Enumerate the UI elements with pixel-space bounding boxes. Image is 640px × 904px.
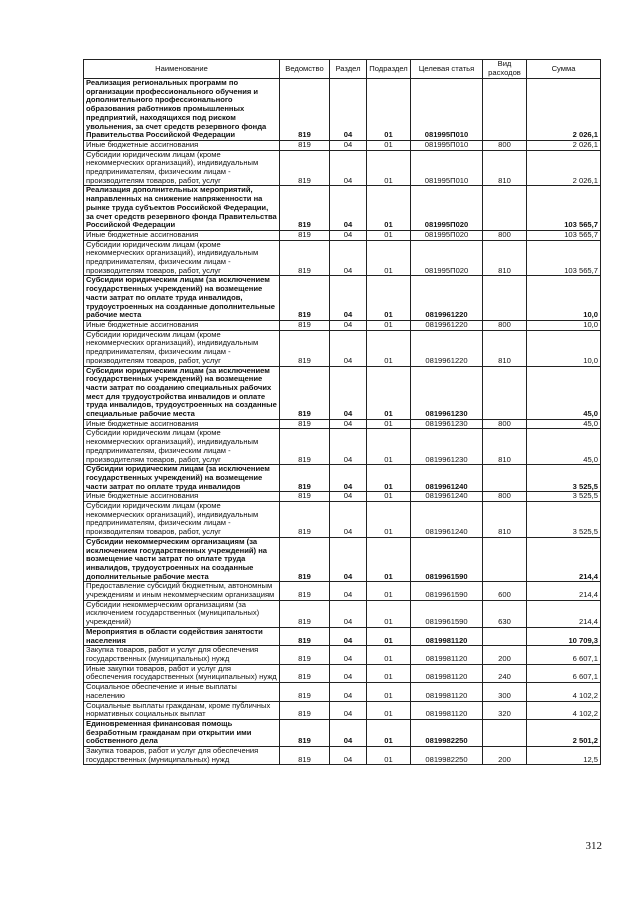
cell-sum: 214,4 xyxy=(527,582,601,600)
cell-section: 04 xyxy=(330,664,367,682)
cell-name: Субсидии юридическим лицам (за исключением государственных учреждений) на возмещение части затрат по созданию специальных рабочих мест для трудоустройства инвалидов и оплате труда инвалидов, трудоустроенных на созданные специальные рабочие места xyxy=(84,366,280,419)
cell-name: Реализация региональных программ по организации профессионального обучения и дополнительного профессионального образования работников промышленных предприятий, находящихся под риском увольнения, за счет средств резервного фонда Правительства Российской Федерации xyxy=(84,79,280,141)
cell-agency: 819 xyxy=(280,230,330,240)
cell-sum: 2 026,1 xyxy=(527,150,601,186)
header-agency: Ведомство xyxy=(280,60,330,79)
cell-name: Мероприятия в области содействия занятости населения xyxy=(84,627,280,645)
table-row xyxy=(84,465,601,492)
table-row xyxy=(84,664,601,682)
cell-sum: 214,4 xyxy=(527,537,601,582)
page-number: 312 xyxy=(585,840,602,852)
cell-target: 0819961220 xyxy=(411,320,483,330)
cell-name: Субсидии юридическим лицам (за исключением государственных учреждений) на возмещение части затрат по оплате труда инвалидов, трудоустроенных на созданные дополнительные рабочие места xyxy=(84,276,280,321)
cell-section: 04 xyxy=(330,492,367,502)
cell-agency: 819 xyxy=(280,320,330,330)
cell-agency: 819 xyxy=(280,582,330,600)
cell-name: Единовременная финансовая помощь безработным гражданам при открытии ими собственного дела xyxy=(84,719,280,746)
cell-subsection: 01 xyxy=(367,150,411,186)
cell-sum: 4 102,2 xyxy=(527,701,601,719)
cell-subsection: 01 xyxy=(367,683,411,701)
cell-section: 04 xyxy=(330,747,367,765)
cell-target: 0819981120 xyxy=(411,683,483,701)
cell-sum: 10,0 xyxy=(527,330,601,366)
cell-section: 04 xyxy=(330,419,367,429)
cell-sum: 103 565,7 xyxy=(527,186,601,231)
cell-sum: 45,0 xyxy=(527,419,601,429)
cell-section: 04 xyxy=(330,537,367,582)
cell-target: 0819961590 xyxy=(411,600,483,627)
cell-agency: 819 xyxy=(280,492,330,502)
cell-section: 04 xyxy=(330,429,367,465)
header-target: Целевая статья xyxy=(411,60,483,79)
cell-name: Субсидии юридическим лицам (кроме некоммерческих организаций), индивидуальным предпринимателям, физическим лицам - производителям товаров, работ, услуг xyxy=(84,240,280,276)
cell-section: 04 xyxy=(330,646,367,664)
cell-subsection: 01 xyxy=(367,492,411,502)
cell-expense-type xyxy=(483,276,527,321)
cell-name: Субсидии юридическим лицам (кроме некоммерческих организаций), индивидуальным предпринимателям, физическим лицам - производителям товаров, работ, услуг xyxy=(84,330,280,366)
table-row xyxy=(84,330,601,366)
cell-subsection: 01 xyxy=(367,627,411,645)
cell-subsection: 01 xyxy=(367,419,411,429)
cell-name: Субсидии некоммерческим организациям (за исключением государственных учреждений) на возмещение части затрат по оплате труда инвалидов, трудоустроенных на созданные дополнительные рабочие места xyxy=(84,537,280,582)
cell-name: Предоставление субсидий бюджетным, автономным учреждениям и иным некоммерческим организациям xyxy=(84,582,280,600)
cell-sum: 45,0 xyxy=(527,429,601,465)
cell-subsection: 01 xyxy=(367,366,411,419)
cell-expense-type: 810 xyxy=(483,502,527,538)
cell-sum: 10 709,3 xyxy=(527,627,601,645)
cell-agency: 819 xyxy=(280,537,330,582)
cell-expense-type xyxy=(483,627,527,645)
cell-agency: 819 xyxy=(280,140,330,150)
cell-name: Иные бюджетные ассигнования xyxy=(84,419,280,429)
cell-expense-type: 320 xyxy=(483,701,527,719)
cell-agency: 819 xyxy=(280,465,330,492)
cell-subsection: 01 xyxy=(367,320,411,330)
table-row xyxy=(84,492,601,502)
cell-name: Иные закупки товаров, работ и услуг для обеспечения государственных (муниципальных) нужд xyxy=(84,664,280,682)
cell-sum: 103 565,7 xyxy=(527,230,601,240)
cell-agency: 819 xyxy=(280,683,330,701)
header-name: Наименование xyxy=(84,60,280,79)
cell-agency: 819 xyxy=(280,627,330,645)
cell-expense-type: 810 xyxy=(483,330,527,366)
table-row xyxy=(84,627,601,645)
cell-agency: 819 xyxy=(280,79,330,141)
cell-agency: 819 xyxy=(280,276,330,321)
cell-subsection: 01 xyxy=(367,429,411,465)
table-row xyxy=(84,646,601,664)
cell-name: Иные бюджетные ассигнования xyxy=(84,492,280,502)
cell-target: 0819961230 xyxy=(411,429,483,465)
cell-sum: 2 501,2 xyxy=(527,719,601,746)
table-row xyxy=(84,582,601,600)
cell-target: 081995П020 xyxy=(411,230,483,240)
cell-target: 0819961590 xyxy=(411,537,483,582)
cell-name: Закупка товаров, работ и услуг для обеспечения государственных (муниципальных) нужд xyxy=(84,646,280,664)
cell-target: 081995П010 xyxy=(411,140,483,150)
cell-sum: 3 525,5 xyxy=(527,502,601,538)
cell-section: 04 xyxy=(330,465,367,492)
cell-agency: 819 xyxy=(280,186,330,231)
cell-name: Иные бюджетные ассигнования xyxy=(84,230,280,240)
cell-subsection: 01 xyxy=(367,276,411,321)
table-row xyxy=(84,683,601,701)
cell-name: Субсидии юридическим лицам (за исключением государственных учреждений) на возмещение части затрат по оплате труда инвалидов xyxy=(84,465,280,492)
cell-sum: 10,0 xyxy=(527,276,601,321)
table-row xyxy=(84,537,601,582)
cell-name: Закупка товаров, работ и услуг для обеспечения государственных (муниципальных) нужд xyxy=(84,747,280,765)
cell-section: 04 xyxy=(330,330,367,366)
header-sum: Сумма xyxy=(527,60,601,79)
header-section: Раздел xyxy=(330,60,367,79)
table-row xyxy=(84,320,601,330)
table-row xyxy=(84,230,601,240)
cell-section: 04 xyxy=(330,600,367,627)
cell-agency: 819 xyxy=(280,240,330,276)
cell-expense-type: 810 xyxy=(483,150,527,186)
cell-target: 0819961220 xyxy=(411,330,483,366)
cell-expense-type: 300 xyxy=(483,683,527,701)
cell-section: 04 xyxy=(330,140,367,150)
cell-target: 0819981120 xyxy=(411,701,483,719)
cell-expense-type: 800 xyxy=(483,230,527,240)
cell-subsection: 01 xyxy=(367,465,411,492)
cell-expense-type xyxy=(483,465,527,492)
cell-name: Социальные выплаты гражданам, кроме публичных нормативных социальных выплат xyxy=(84,701,280,719)
cell-target: 0819961590 xyxy=(411,582,483,600)
cell-target: 0819981120 xyxy=(411,627,483,645)
cell-expense-type: 800 xyxy=(483,492,527,502)
cell-subsection: 01 xyxy=(367,719,411,746)
cell-expense-type: 800 xyxy=(483,140,527,150)
cell-agency: 819 xyxy=(280,330,330,366)
cell-expense-type: 810 xyxy=(483,240,527,276)
cell-target: 0819981120 xyxy=(411,646,483,664)
cell-target: 0819982250 xyxy=(411,719,483,746)
cell-agency: 819 xyxy=(280,719,330,746)
cell-section: 04 xyxy=(330,502,367,538)
cell-section: 04 xyxy=(330,627,367,645)
cell-expense-type: 600 xyxy=(483,582,527,600)
budget-table xyxy=(83,59,601,765)
cell-agency: 819 xyxy=(280,502,330,538)
cell-name: Субсидии юридическим лицам (кроме некоммерческих организаций), индивидуальным предпринимателям, физическим лицам - производителям товаров, работ, услуг xyxy=(84,150,280,186)
table-row xyxy=(84,701,601,719)
cell-subsection: 01 xyxy=(367,330,411,366)
cell-sum: 214,4 xyxy=(527,600,601,627)
table-row xyxy=(84,140,601,150)
cell-sum: 103 565,7 xyxy=(527,240,601,276)
cell-agency: 819 xyxy=(280,747,330,765)
cell-section: 04 xyxy=(330,230,367,240)
cell-expense-type: 800 xyxy=(483,419,527,429)
cell-subsection: 01 xyxy=(367,140,411,150)
table-row xyxy=(84,600,601,627)
table-row xyxy=(84,276,601,321)
cell-agency: 819 xyxy=(280,150,330,186)
cell-section: 04 xyxy=(330,240,367,276)
cell-sum: 6 607,1 xyxy=(527,646,601,664)
cell-expense-type xyxy=(483,79,527,141)
cell-subsection: 01 xyxy=(367,747,411,765)
table-row xyxy=(84,79,601,141)
table-row xyxy=(84,366,601,419)
cell-section: 04 xyxy=(330,79,367,141)
cell-subsection: 01 xyxy=(367,664,411,682)
cell-target: 0819961240 xyxy=(411,465,483,492)
cell-section: 04 xyxy=(330,320,367,330)
cell-sum: 10,0 xyxy=(527,320,601,330)
cell-name: Субсидии юридическим лицам (кроме некоммерческих организаций), индивидуальным предпринимателям, физическим лицам - производителям товаров, работ, услуг xyxy=(84,502,280,538)
table-row xyxy=(84,429,601,465)
table-row xyxy=(84,150,601,186)
cell-expense-type xyxy=(483,366,527,419)
cell-sum: 2 026,1 xyxy=(527,79,601,141)
cell-target: 081995П010 xyxy=(411,79,483,141)
cell-subsection: 01 xyxy=(367,502,411,538)
table-body xyxy=(84,79,601,765)
cell-subsection: 01 xyxy=(367,79,411,141)
cell-expense-type: 200 xyxy=(483,747,527,765)
cell-target: 081995П020 xyxy=(411,186,483,231)
cell-section: 04 xyxy=(330,150,367,186)
table-row xyxy=(84,502,601,538)
header-subsection: Подраздел xyxy=(367,60,411,79)
cell-section: 04 xyxy=(330,719,367,746)
cell-expense-type: 810 xyxy=(483,429,527,465)
cell-target: 0819961220 xyxy=(411,276,483,321)
cell-expense-type: 200 xyxy=(483,646,527,664)
cell-sum: 3 525,5 xyxy=(527,492,601,502)
table-row xyxy=(84,719,601,746)
cell-sum: 45,0 xyxy=(527,366,601,419)
cell-target: 0819961230 xyxy=(411,366,483,419)
cell-expense-type xyxy=(483,186,527,231)
header-expense-type: Вид расходов xyxy=(483,60,527,79)
cell-target: 0819961240 xyxy=(411,502,483,538)
cell-expense-type: 630 xyxy=(483,600,527,627)
cell-agency: 819 xyxy=(280,366,330,419)
cell-target: 081995П020 xyxy=(411,240,483,276)
cell-subsection: 01 xyxy=(367,646,411,664)
cell-sum: 3 525,5 xyxy=(527,465,601,492)
cell-name: Субсидии некоммерческим организациям (за исключением государственных (муниципальных) учреждений) xyxy=(84,600,280,627)
cell-sum: 2 026,1 xyxy=(527,140,601,150)
cell-sum: 12,5 xyxy=(527,747,601,765)
cell-target: 0819961240 xyxy=(411,492,483,502)
cell-agency: 819 xyxy=(280,419,330,429)
cell-section: 04 xyxy=(330,366,367,419)
cell-expense-type xyxy=(483,537,527,582)
cell-agency: 819 xyxy=(280,429,330,465)
cell-target: 0819982250 xyxy=(411,747,483,765)
cell-sum: 6 607,1 xyxy=(527,664,601,682)
cell-section: 04 xyxy=(330,701,367,719)
cell-section: 04 xyxy=(330,276,367,321)
cell-expense-type: 800 xyxy=(483,320,527,330)
cell-subsection: 01 xyxy=(367,600,411,627)
cell-name: Субсидии юридическим лицам (кроме некоммерческих организаций), индивидуальным предпринимателям, физическим лицам - производителям товаров, работ, услуг xyxy=(84,429,280,465)
cell-agency: 819 xyxy=(280,664,330,682)
table-row xyxy=(84,747,601,765)
table-row xyxy=(84,240,601,276)
table-row xyxy=(84,186,601,231)
cell-subsection: 01 xyxy=(367,582,411,600)
cell-section: 04 xyxy=(330,683,367,701)
cell-name: Иные бюджетные ассигнования xyxy=(84,320,280,330)
cell-section: 04 xyxy=(330,186,367,231)
cell-target: 0819981120 xyxy=(411,664,483,682)
cell-subsection: 01 xyxy=(367,186,411,231)
cell-agency: 819 xyxy=(280,701,330,719)
cell-subsection: 01 xyxy=(367,230,411,240)
cell-section: 04 xyxy=(330,582,367,600)
cell-target: 0819961230 xyxy=(411,419,483,429)
cell-name: Иные бюджетные ассигнования xyxy=(84,140,280,150)
cell-expense-type: 240 xyxy=(483,664,527,682)
cell-agency: 819 xyxy=(280,600,330,627)
cell-subsection: 01 xyxy=(367,701,411,719)
cell-name: Социальное обеспечение и иные выплаты населению xyxy=(84,683,280,701)
cell-subsection: 01 xyxy=(367,240,411,276)
cell-sum: 4 102,2 xyxy=(527,683,601,701)
cell-subsection: 01 xyxy=(367,537,411,582)
cell-expense-type xyxy=(483,719,527,746)
table-row xyxy=(84,419,601,429)
table-header-row xyxy=(84,60,601,79)
cell-target: 081995П010 xyxy=(411,150,483,186)
cell-agency: 819 xyxy=(280,646,330,664)
cell-name: Реализация дополнительных мероприятий, направленных на снижение напряженности на рынке труда субъектов Российской Федерации, за счет средств резервного фонда Правительства Российской Федерации xyxy=(84,186,280,231)
